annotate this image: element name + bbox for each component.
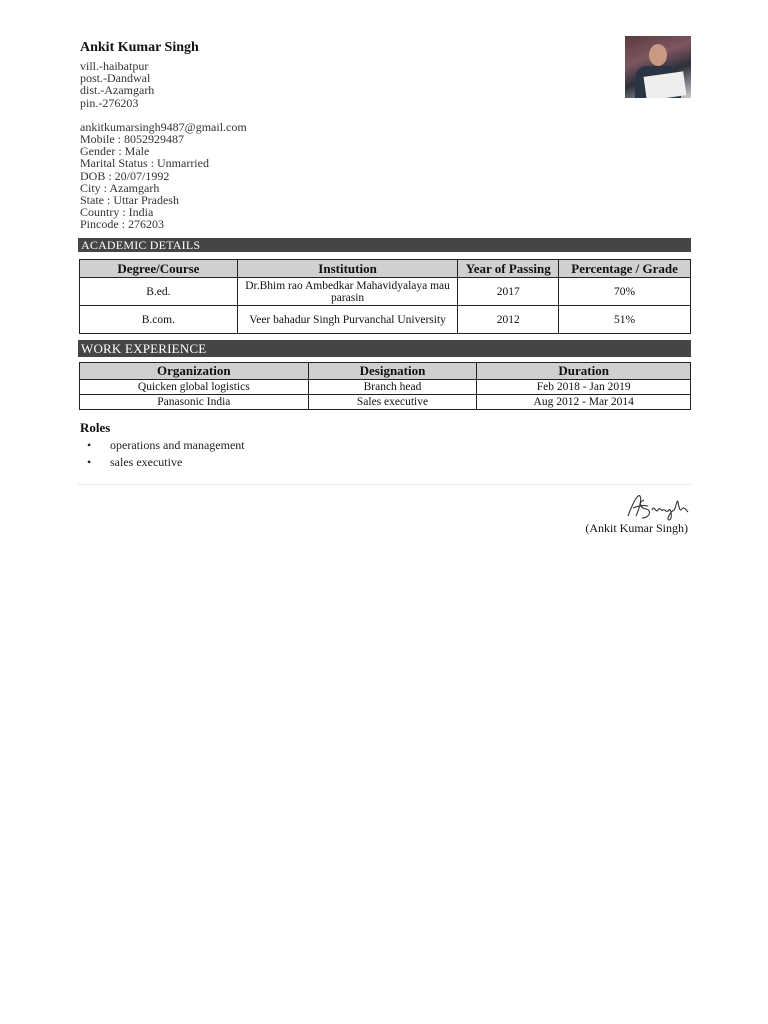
personal-info [80,60,247,231]
bullet-icon: • [87,455,92,469]
dob-line: DOB : 20/07/1992 [80,168,170,183]
table-header-row [80,260,691,278]
year-cell: 2017 [458,278,559,306]
address-line: dist.-Azamgarh [80,83,155,98]
role-text: operations and management [110,438,245,452]
duration-cell: Aug 2012 - Mar 2014 [477,395,691,410]
profile-photo [625,36,691,98]
column-header: Percentage / Grade [559,260,691,278]
list-item [80,438,245,455]
designation-cell: Sales executive [308,395,477,410]
year-cell: 2012 [458,306,559,334]
photo-figure-paper [644,71,687,98]
column-header: Organization [80,363,309,380]
signature-name: (Ankit Kumar Singh) [585,521,688,535]
column-header: Degree/Course [80,260,238,278]
table-row [80,395,691,410]
photo-figure-head [649,44,667,66]
duration-cell: Feb 2018 - Jan 2019 [477,380,691,395]
mobile-line: Mobile : 8052929487 [80,132,184,147]
gender-line: Gender : Male [80,144,150,159]
table-row [80,278,691,306]
table-header-row [80,363,691,380]
degree-cell: B.ed. [80,278,238,306]
state-line: State : Uttar Pradesh [80,193,179,208]
table-row [80,306,691,334]
work-section-header: WORK EXPERIENCE [78,340,691,357]
designation-cell: Branch head [308,380,477,395]
candidate-name: Ankit Kumar Singh [80,40,199,55]
list-item [80,455,245,472]
divider [78,484,691,485]
address-line: vill.-haibatpur [80,59,149,73]
signature-image [624,490,692,522]
roles-list [80,438,245,472]
column-header: Designation [308,363,477,380]
roles-heading: Roles [80,420,111,435]
organization-cell: Quicken global logistics [80,380,309,395]
institution-cell: Dr.Bhim rao Ambedkar Mahavidyalaya mau parasin [237,278,458,306]
city-line: City : Azamgarh [80,180,160,195]
marital-status-line: Marital Status : Unmarried [80,156,209,171]
spacer [80,109,247,121]
academic-section-header: ACADEMIC DETAILS [78,238,691,252]
role-text: sales executive [110,455,183,469]
column-header: Year of Passing [458,260,559,278]
grade-cell: 51% [559,306,691,334]
institution-cell: Veer bahadur Singh Purvanchal University [237,306,458,334]
address-line: post.-Dandwal [80,71,151,86]
academic-table [79,259,691,334]
address-line: pin.-276203 [80,95,139,110]
pincode-line: Pincode : 276203 [80,217,164,232]
organization-cell: Panasonic India [80,395,309,410]
work-table [79,362,691,410]
email-line: ankitkumarsingh9487@gmail.com [80,119,247,134]
grade-cell: 70% [559,278,691,306]
column-header: Institution [237,260,458,278]
degree-cell: B.com. [80,306,238,334]
country-line: Country : India [80,205,154,220]
table-row [80,380,691,395]
bullet-icon: • [87,438,92,452]
column-header: Duration [477,363,691,380]
